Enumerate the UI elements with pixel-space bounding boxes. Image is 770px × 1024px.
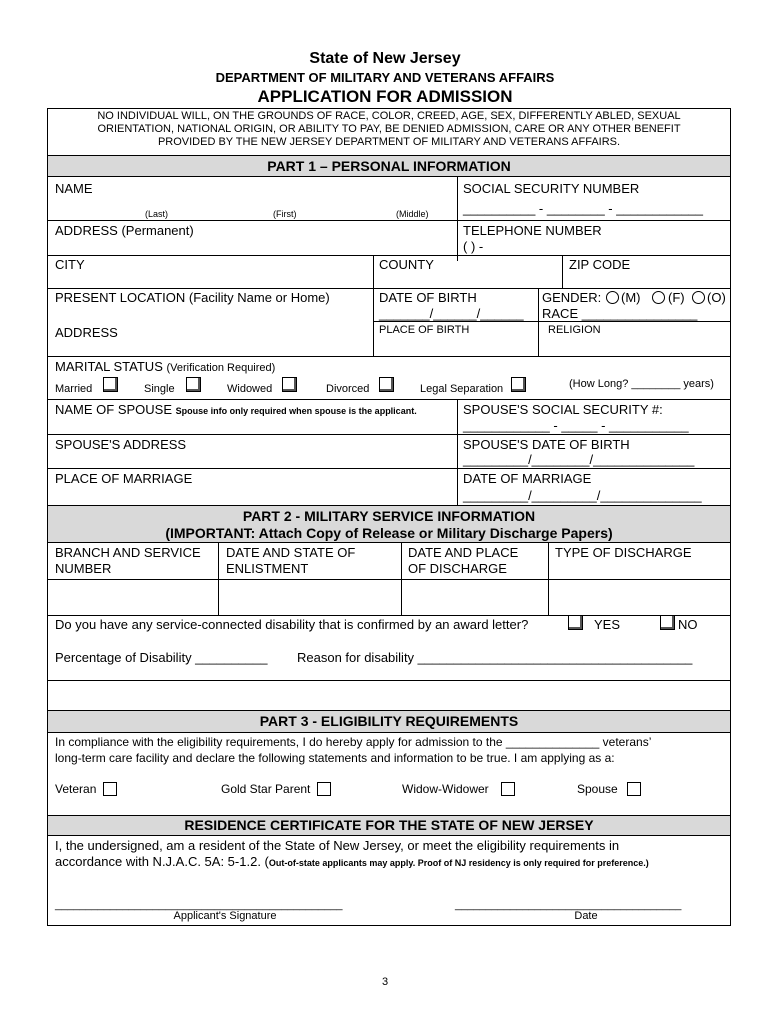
married-checkbox[interactable] — [103, 377, 118, 392]
gender-m-label: (M) — [621, 290, 641, 305]
disability-no-label: NO — [678, 617, 698, 632]
part2-heading-line1: PART 2 - MILITARY SERVICE INFORMATION — [242, 508, 536, 524]
disability-no-checkbox[interactable] — [660, 615, 675, 630]
place-of-birth-label: PLACE OF BIRTH — [379, 324, 470, 336]
ssn-label: SOCIAL SECURITY NUMBER — [463, 181, 640, 196]
single-label: Single — [144, 383, 175, 395]
part3-heading: PART 3 - ELIGIBILITY REQUIREMENTS — [48, 710, 730, 733]
type-discharge-label: TYPE OF DISCHARGE — [555, 545, 692, 560]
place-of-marriage-label: PLACE OF MARRIAGE — [55, 471, 193, 486]
part1-heading: PART 1 – PERSONAL INFORMATION — [48, 155, 730, 177]
eligibility-text-2: long-term care facility and declare the following statements and information to be true. I am applying as a: — [55, 751, 615, 765]
notice-line-1: NO INDIVIDUAL WILL, ON THE GROUNDS OF RACE, COLOR, CREED, AGE, SEX, DIFFERENTLY ABLED, SEXUAL — [97, 110, 681, 122]
county-label: COUNTY — [379, 257, 434, 272]
legal-separation-label: Legal Separation — [420, 383, 504, 395]
gender-f-label: (F) — [668, 290, 685, 305]
disability-yes-label: YES — [594, 617, 621, 632]
signature-line[interactable]: _______________________________________________ — [55, 899, 343, 911]
divorced-label: Divorced — [326, 383, 370, 395]
gold-star-label: Gold Star Parent — [221, 782, 311, 796]
gender-f-radio[interactable] — [652, 291, 665, 304]
residence-text-1: I, the undersigned, am a resident of the State of New Jersey, or meet the eligibility requirements in — [55, 838, 620, 853]
disability-question: Do you have any service-connected disability that is confirmed by an award letter? — [55, 617, 529, 632]
branch-label-1: BRANCH AND SERVICE — [55, 545, 201, 560]
date-label: Date — [574, 910, 598, 922]
enlist-label-1: DATE AND STATE OF — [226, 545, 356, 560]
discharge-label-1: DATE AND PLACE — [408, 545, 519, 560]
part2-heading — [48, 505, 730, 543]
name-first-label: (First) — [273, 209, 297, 219]
how-long-field[interactable]: (How Long? ________ years) — [569, 378, 714, 390]
disability-yes-checkbox[interactable] — [568, 615, 583, 630]
eligibility-text-1: In compliance with the eligibility requirements, I do hereby apply for admission to the ______________ veterans’ — [55, 735, 652, 749]
race-field[interactable]: RACE ________________ — [542, 306, 698, 321]
page-number: 3 — [381, 976, 389, 988]
dob-label: DATE OF BIRTH — [379, 290, 477, 305]
marital-status-label — [55, 359, 275, 375]
gender-o-radio[interactable] — [692, 291, 705, 304]
disability-reason-field[interactable]: Reason for disability ______________________________________ — [297, 650, 693, 665]
application-form — [47, 108, 731, 926]
ssn-field[interactable]: __________ - ________ - ____________ — [463, 201, 704, 216]
name-last-label: (Last) — [145, 209, 169, 219]
spouse-name-label — [55, 402, 417, 417]
gender-label: GENDER: — [542, 290, 602, 305]
residence-text-2-main: accordance with N.J.A.C. 5A: 5-1.2. ( — [55, 854, 269, 869]
married-label: Married — [55, 383, 93, 395]
enlist-label-2: ENLISTMENT — [226, 561, 309, 576]
name-middle-label: (Middle) — [396, 209, 429, 219]
widow-label: Widow-Widower — [402, 782, 489, 796]
notice-line-3: PROVIDED BY THE NEW JERSEY DEPARTMENT OF MILITARY AND VETERANS AFFAIRS. — [157, 136, 621, 148]
telephone-field[interactable]: ( ) - — [463, 239, 484, 254]
date-line[interactable]: _____________________________________ — [455, 899, 682, 911]
zip-label: ZIP CODE — [569, 257, 631, 272]
veteran-label: Veteran — [55, 782, 97, 796]
spouse-dob-field[interactable]: _________/________/______________ — [463, 452, 695, 467]
spouse-ssn-label: SPOUSE'S SOCIAL SECURITY #: — [463, 402, 663, 417]
spouse-checkbox[interactable] — [627, 782, 641, 796]
veteran-checkbox[interactable] — [103, 782, 117, 796]
widow-checkbox[interactable] — [501, 782, 515, 796]
spouse-address-label: SPOUSE'S ADDRESS — [55, 437, 187, 452]
religion-label: RELIGION — [548, 324, 601, 336]
disability-percentage-field[interactable]: Percentage of Disability __________ — [55, 650, 268, 665]
name-label: NAME — [55, 181, 93, 196]
form-title: APPLICATION FOR ADMISSION — [257, 87, 513, 106]
address-permanent-label: ADDRESS (Permanent) — [55, 223, 194, 238]
marital-status-text: MARITAL STATUS — [55, 359, 163, 374]
widowed-label: Widowed — [227, 383, 273, 395]
spouse-dob-label: SPOUSE'S DATE OF BIRTH — [463, 437, 630, 452]
legal-separation-checkbox[interactable] — [511, 377, 526, 392]
address-label: ADDRESS — [55, 325, 118, 340]
date-of-marriage-field[interactable]: _________/_________/______________ — [463, 488, 702, 503]
residence-text-2 — [55, 854, 649, 869]
spouse-ssn-field[interactable]: ____________ - _____ - ___________ — [463, 418, 689, 433]
gold-star-checkbox[interactable] — [317, 782, 331, 796]
widowed-checkbox[interactable] — [282, 377, 297, 392]
gender-o-label: (O) — [707, 290, 726, 305]
residence-heading: RESIDENCE CERTIFICATE FOR THE STATE OF NEW JERSEY — [48, 815, 730, 836]
discharge-label-2: OF DISCHARGE — [408, 561, 507, 576]
gender-m-radio[interactable] — [606, 291, 619, 304]
dob-field[interactable]: _______/______/______ — [379, 306, 524, 321]
date-of-marriage-label: DATE OF MARRIAGE — [463, 471, 592, 486]
spouse-name-text: NAME OF SPOUSE — [55, 402, 173, 417]
city-label: CITY — [55, 257, 85, 272]
residence-note: Out-of-state applicants may apply. Proof of NJ residency is only required for preference.) — [268, 858, 649, 868]
divorced-checkbox[interactable] — [379, 377, 394, 392]
present-location-label: PRESENT LOCATION (Facility Name or Home) — [55, 290, 330, 305]
verification-note: (Verification Required) — [166, 362, 276, 374]
spouse-label: Spouse — [577, 782, 618, 796]
single-checkbox[interactable] — [186, 377, 201, 392]
state-title: State of New Jersey — [309, 50, 461, 67]
notice-line-2: ORIENTATION, NATIONAL ORIGIN, OR ABILITY TO PAY, BE DENIED ADMISSION, CARE OR ANY OTHER BENEFIT — [97, 123, 681, 135]
signature-label: Applicant's Signature — [173, 910, 277, 922]
branch-label-2: NUMBER — [55, 561, 112, 576]
spouse-note: Spouse info only required when spouse is the applicant. — [175, 406, 417, 416]
department-title: DEPARTMENT OF MILITARY AND VETERANS AFFAIRS — [215, 70, 555, 85]
telephone-label: TELEPHONE NUMBER — [463, 223, 602, 238]
part2-heading-line2: (IMPORTANT: Attach Copy of Release or Military Discharge Papers) — [165, 525, 613, 541]
